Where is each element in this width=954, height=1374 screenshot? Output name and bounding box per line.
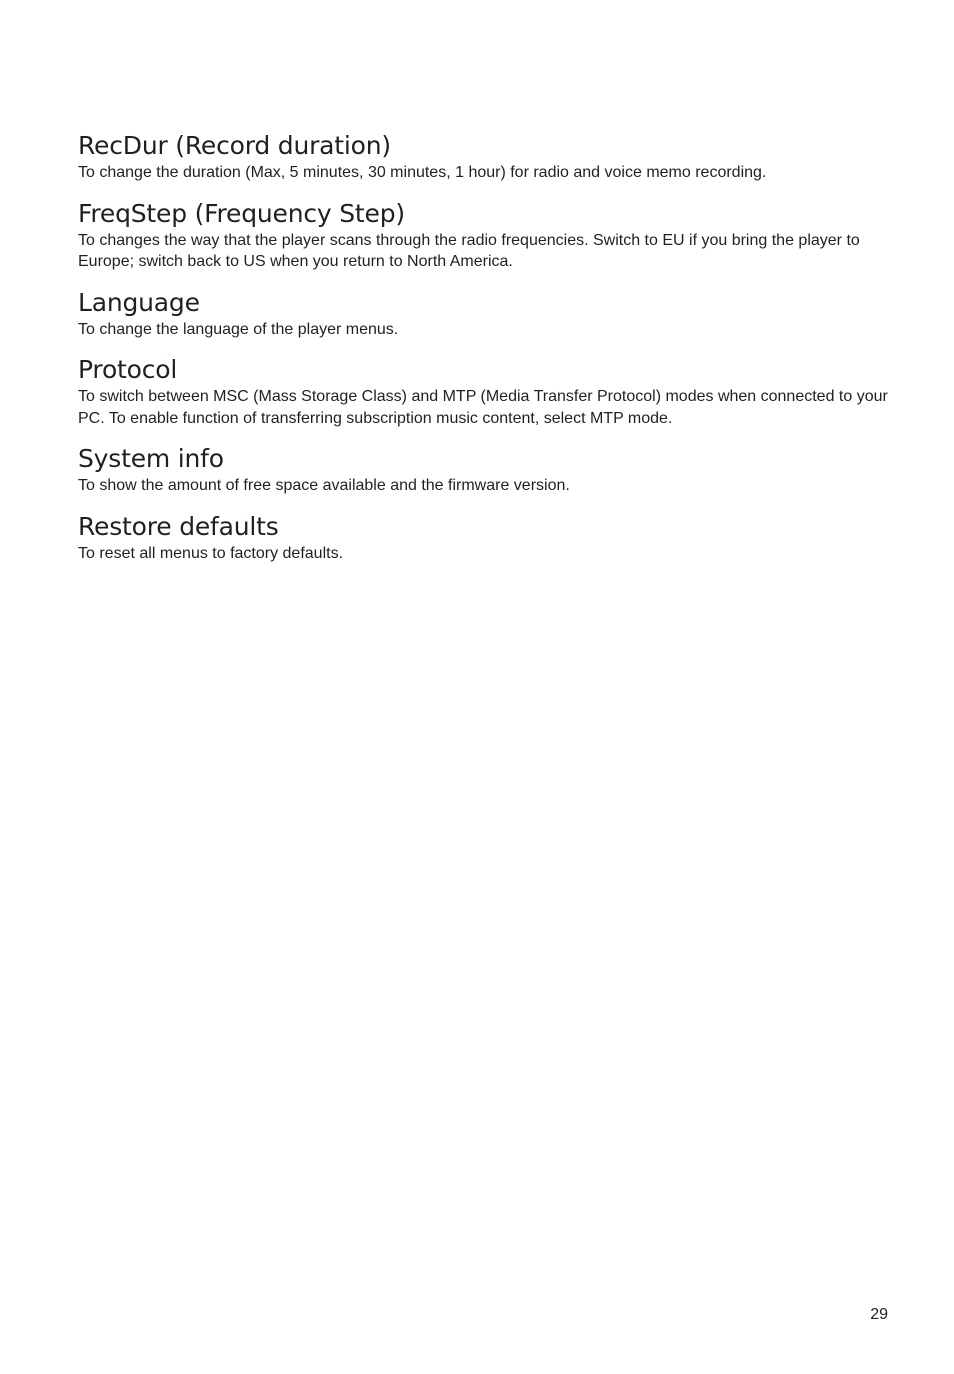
section-description: To change the language of the player menus. bbox=[78, 320, 399, 338]
section-description: To show the amount of free space available and the firmware version. bbox=[78, 477, 570, 494]
section-recdur bbox=[78, 130, 890, 184]
section-title: FreqStep (Frequency Step) bbox=[78, 198, 405, 228]
page-number: 29 bbox=[870, 1306, 888, 1323]
section-description: To switch between MSC (Mass Storage Class) and MTP (Media Transfer Protocol) modes when connected to your PC. To enable function of transferring subscription music content, select MTP mode. bbox=[78, 388, 888, 427]
section-protocol bbox=[78, 354, 890, 429]
section-description: To changes the way that the player scans through the radio frequencies. Switch to EU if you bring the player to Europe; switch back to US when you return to North America. bbox=[78, 231, 860, 270]
section-description: To reset all menus to factory defaults. bbox=[78, 544, 344, 562]
section-description: To change the duration (Max, 5 minutes, 30 minutes, 1 hour) for radio and voice memo recording. bbox=[78, 164, 767, 181]
page-content bbox=[78, 130, 890, 564]
section-title: Protocol bbox=[78, 355, 178, 384]
section-title: Language bbox=[78, 287, 200, 317]
section-restore-defaults bbox=[78, 511, 890, 565]
section-freqstep bbox=[78, 198, 890, 273]
section-title: Restore defaults bbox=[78, 511, 279, 541]
section-title: System info bbox=[78, 444, 224, 473]
section-system-info bbox=[78, 443, 890, 497]
section-title: RecDur (Record duration) bbox=[78, 131, 391, 160]
section-language bbox=[78, 287, 890, 341]
